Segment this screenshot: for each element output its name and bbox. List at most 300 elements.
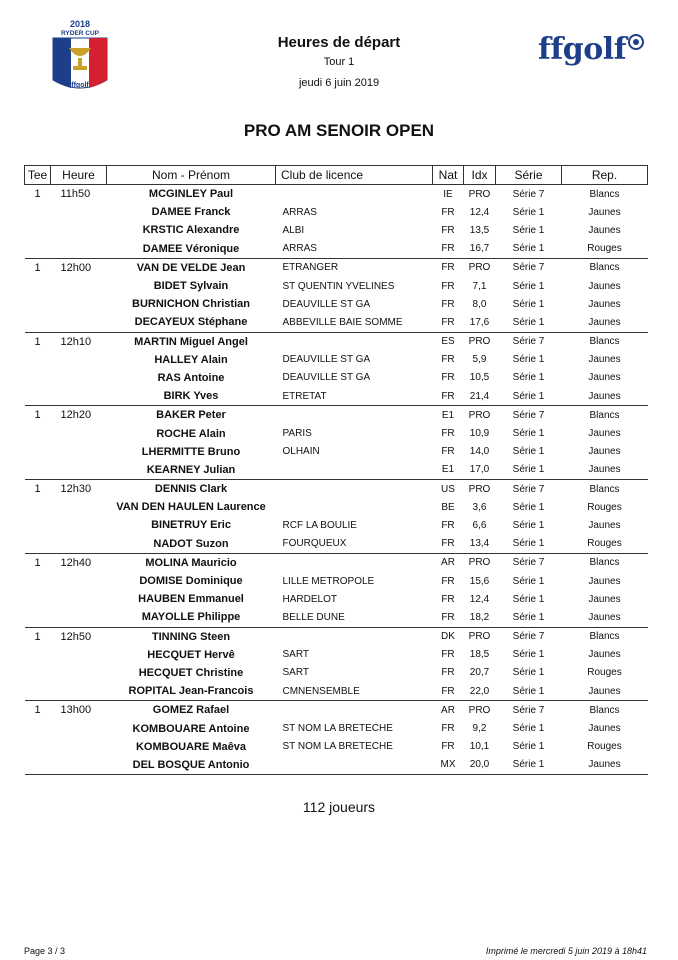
table-row <box>25 738 648 756</box>
player-name: DAMEE Véronique <box>142 242 240 255</box>
player-name: VAN DE VELDE Jean <box>107 258 276 277</box>
tee-cell <box>25 351 51 369</box>
table-row <box>25 608 648 627</box>
rep-cell: Blancs <box>562 332 648 351</box>
serie-cell: Série 1 <box>512 685 545 697</box>
round-label: Tour 1 <box>323 56 355 68</box>
club-cell <box>276 406 433 425</box>
nat-cell: FR <box>441 611 455 623</box>
serie-cell: Série 1 <box>512 723 545 735</box>
heure-cell <box>51 387 107 406</box>
col-header-tee: Tee <box>25 166 51 185</box>
idx-cell: 18,2 <box>469 611 490 623</box>
player-name: DECAYEUX Stéphane <box>134 316 248 329</box>
tee-cell <box>25 756 51 775</box>
nat-cell: FR <box>441 280 455 292</box>
player-name: BIDET Sylvain <box>153 280 229 293</box>
rep-cell: Jaunes <box>588 519 621 531</box>
idx-cell: 12,4 <box>469 206 490 218</box>
nat-cell: IE <box>433 185 464 204</box>
serie-cell: Série 1 <box>512 280 545 292</box>
serie-cell: Série 1 <box>512 243 545 255</box>
nat-cell: FR <box>441 575 455 587</box>
idx-cell: PRO <box>464 553 496 572</box>
rep-cell: Jaunes <box>588 593 621 605</box>
tee-cell <box>25 295 51 313</box>
heure-cell <box>51 498 107 516</box>
rep-cell: Jaunes <box>562 756 648 775</box>
idx-cell: PRO <box>464 332 496 351</box>
table-row <box>25 351 648 369</box>
table-row <box>25 553 648 572</box>
tee-cell <box>25 240 51 259</box>
idx-cell: 10,9 <box>469 428 490 440</box>
table-row <box>25 701 648 720</box>
tee-cell: 1 <box>25 553 51 572</box>
idx-cell: 18,5 <box>469 649 490 661</box>
start-times-table <box>24 165 648 775</box>
nat-cell: FR <box>441 667 455 679</box>
ryder-cup-name: RYDER CUP <box>60 30 100 37</box>
nat-cell: FR <box>441 685 455 697</box>
club-cell <box>276 461 433 480</box>
table-row <box>25 590 648 608</box>
player-name: HECQUET Christine <box>138 666 244 679</box>
idx-cell: 12,4 <box>469 593 490 605</box>
nat-cell: FR <box>441 741 455 753</box>
rep-cell: Jaunes <box>588 446 621 458</box>
idx-cell: 8,0 <box>472 298 487 310</box>
tee-cell <box>25 572 51 590</box>
tee-cell <box>25 516 51 534</box>
heure-cell <box>51 756 107 775</box>
table-row <box>25 387 648 406</box>
serie-cell: Série 7 <box>496 332 562 351</box>
player-name: BIRK Yves <box>163 390 219 403</box>
nat-cell: FR <box>433 258 464 277</box>
serie-cell: Série 1 <box>512 446 545 458</box>
player-name: ROCHE Alain <box>156 427 226 440</box>
club-cell: ST QUENTIN YVELINES <box>282 280 395 292</box>
nat-cell: FR <box>441 390 455 402</box>
rep-cell: Jaunes <box>588 206 621 218</box>
table-row <box>25 240 648 259</box>
table-row <box>25 664 648 682</box>
idx-cell: 13,4 <box>469 538 490 550</box>
player-name: DAMEE Franck <box>151 206 231 219</box>
table-row <box>25 627 648 646</box>
idx-cell: PRO <box>464 258 496 277</box>
rep-cell: Jaunes <box>588 280 621 292</box>
table-row <box>25 332 648 351</box>
heure-cell: 13h00 <box>51 701 107 720</box>
idx-cell: 22,0 <box>469 685 490 697</box>
serie-cell: Série 1 <box>512 593 545 605</box>
idx-cell: 20,7 <box>469 667 490 679</box>
table-row <box>25 185 648 204</box>
player-name: KOMBOUARE Maêva <box>135 740 247 753</box>
heure-cell <box>51 443 107 461</box>
nat-cell: FR <box>441 428 455 440</box>
idx-cell: 16,7 <box>469 243 490 255</box>
rep-cell: Blancs <box>562 701 648 720</box>
player-count: 112 joueurs <box>302 799 376 815</box>
club-cell: ALBI <box>282 224 305 236</box>
tee-cell <box>25 646 51 664</box>
club-cell: BELLE DUNE <box>282 611 345 623</box>
table-row <box>25 203 648 221</box>
tee-cell <box>25 719 51 737</box>
serie-cell: Série 1 <box>512 575 545 587</box>
ryder-cup-year: 2018 <box>69 19 91 29</box>
idx-cell: PRO <box>464 185 496 204</box>
club-cell: SART <box>282 667 309 679</box>
tee-cell <box>25 369 51 387</box>
club-cell: ARRAS <box>282 206 317 218</box>
col-header-nom: Nom - Prénom <box>107 166 276 185</box>
heure-cell <box>51 738 107 756</box>
table-row <box>25 443 648 461</box>
tee-cell <box>25 203 51 221</box>
table-row <box>25 277 648 295</box>
serie-cell: Série 1 <box>512 372 545 384</box>
serie-cell: Série 1 <box>512 538 545 550</box>
player-name: KOMBOUARE Antoine <box>132 722 250 735</box>
tee-cell <box>25 424 51 442</box>
heure-cell: 12h40 <box>51 553 107 572</box>
table-row <box>25 646 648 664</box>
rep-cell: Jaunes <box>588 723 621 735</box>
tee-cell <box>25 277 51 295</box>
tee-cell <box>25 682 51 701</box>
tee-cell: 1 <box>25 627 51 646</box>
serie-cell: Série 1 <box>512 464 545 476</box>
nat-cell: FR <box>441 206 455 218</box>
club-cell: DEAUVILLE ST GA <box>282 298 371 310</box>
player-name: HAUBEN Emmanuel <box>138 593 244 606</box>
table-row <box>25 369 648 387</box>
tee-cell <box>25 738 51 756</box>
serie-cell: Série 1 <box>512 224 545 236</box>
col-header-serie: Série <box>496 166 562 185</box>
rep-cell: Blancs <box>562 185 648 204</box>
player-name: MAYOLLE Philippe <box>141 611 241 624</box>
heure-cell <box>51 535 107 554</box>
heure-cell <box>51 682 107 701</box>
tee-cell <box>25 498 51 516</box>
col-header-club: Club de licence <box>276 166 433 185</box>
tee-cell <box>25 221 51 239</box>
ffgolf-logo-text: ffgolf <box>538 32 627 67</box>
player-name: BINETRUY Eric <box>151 519 231 532</box>
player-name: DEL BOSQUE Antonio <box>107 756 276 775</box>
table-row <box>25 313 648 332</box>
col-header-rep: Rep. <box>562 166 648 185</box>
rep-cell: Jaunes <box>588 298 621 310</box>
table-row <box>25 221 648 239</box>
nat-cell: FR <box>441 649 455 661</box>
heure-cell <box>51 590 107 608</box>
idx-cell: 21,4 <box>469 390 490 402</box>
tee-cell <box>25 608 51 627</box>
heure-cell <box>51 461 107 480</box>
col-header-heure: Heure <box>51 166 107 185</box>
heure-cell <box>51 664 107 682</box>
nat-cell: FR <box>441 593 455 605</box>
serie-cell: Série 7 <box>496 406 562 425</box>
serie-cell: Série 1 <box>512 649 545 661</box>
player-name: BAKER Peter <box>107 406 276 425</box>
rep-cell: Rouges <box>587 243 622 255</box>
club-cell: SART <box>282 649 309 661</box>
tee-cell <box>25 535 51 554</box>
heure-cell: 12h10 <box>51 332 107 351</box>
club-cell: DEAUVILLE ST GA <box>282 372 371 384</box>
rep-cell: Jaunes <box>588 390 621 402</box>
rep-cell: Rouges <box>587 501 622 513</box>
heure-cell <box>51 313 107 332</box>
table-row <box>25 258 648 277</box>
club-cell <box>276 553 433 572</box>
heure-cell <box>51 221 107 239</box>
club-cell <box>276 480 433 499</box>
nat-cell: FR <box>441 723 455 735</box>
player-name: DENNIS Clark <box>107 480 276 499</box>
nat-cell: FR <box>441 316 455 328</box>
heure-cell <box>51 516 107 534</box>
table-row <box>25 682 648 701</box>
club-cell <box>276 498 433 516</box>
tee-cell <box>25 461 51 480</box>
club-cell: ETRETAT <box>282 390 327 402</box>
tee-cell <box>25 664 51 682</box>
nat-cell: E1 <box>433 406 464 425</box>
serie-cell: Série 7 <box>496 185 562 204</box>
heure-cell: 12h20 <box>51 406 107 425</box>
player-name: MCGINLEY Paul <box>107 185 276 204</box>
heure-cell <box>51 424 107 442</box>
page-number: Page 3 / 3 <box>24 946 66 956</box>
idx-cell: 6,6 <box>472 519 487 531</box>
table-row <box>25 295 648 313</box>
player-name: MARTIN Miguel Angel <box>107 332 276 351</box>
heure-cell: 11h50 <box>51 185 107 204</box>
tee-cell: 1 <box>25 332 51 351</box>
club-cell <box>276 701 433 720</box>
table-row <box>25 719 648 737</box>
nat-cell: AR <box>433 701 464 720</box>
club-cell: DEAUVILLE ST GA <box>282 354 371 366</box>
rep-cell: Jaunes <box>588 649 621 661</box>
heure-cell <box>51 203 107 221</box>
club-cell: ARRAS <box>282 243 317 255</box>
tee-cell: 1 <box>25 258 51 277</box>
print-timestamp: Imprimé le mercredi 5 juin 2019 à 18h41 <box>485 946 647 956</box>
serie-cell: Série 7 <box>496 701 562 720</box>
club-cell: ETRANGER <box>276 258 433 277</box>
ryder-cup-ffgolf: ffgolf <box>71 82 89 89</box>
serie-cell: Série 1 <box>512 316 545 328</box>
serie-cell: Série 1 <box>512 298 545 310</box>
date-label: jeudi 6 juin 2019 <box>298 77 380 89</box>
idx-cell: 14,0 <box>469 446 490 458</box>
col-header-idx: Idx <box>464 166 496 185</box>
serie-cell: Série 1 <box>496 756 562 775</box>
table-row <box>25 406 648 425</box>
nat-cell: FR <box>441 538 455 550</box>
serie-cell: Série 1 <box>512 741 545 753</box>
tee-cell: 1 <box>25 701 51 720</box>
heure-cell <box>51 351 107 369</box>
idx-cell: PRO <box>464 406 496 425</box>
serie-cell: Série 1 <box>512 428 545 440</box>
tee-cell <box>25 387 51 406</box>
player-name: KEARNEY Julian <box>146 463 236 476</box>
heure-cell: 12h30 <box>51 480 107 499</box>
idx-cell: PRO <box>464 627 496 646</box>
serie-cell: Série 7 <box>496 553 562 572</box>
club-cell <box>276 185 433 204</box>
nat-cell: ES <box>433 332 464 351</box>
tee-cell: 1 <box>25 406 51 425</box>
nat-cell: FR <box>441 298 455 310</box>
player-name: LHERMITTE Bruno <box>141 445 241 458</box>
player-name: HECQUET Hervê <box>147 648 235 661</box>
club-cell: RCF LA BOULIE <box>282 519 357 531</box>
rep-cell: Jaunes <box>588 575 621 587</box>
rep-cell: Rouges <box>587 667 622 679</box>
idx-cell: 5,9 <box>472 354 487 366</box>
serie-cell: Série 1 <box>512 611 545 623</box>
nat-cell: E1 <box>441 464 455 476</box>
idx-cell: 10,1 <box>469 741 490 753</box>
nat-cell: MX <box>433 756 464 775</box>
nat-cell: US <box>433 480 464 499</box>
club-cell <box>276 756 433 775</box>
player-name: ROPITAL Jean-Francois <box>128 685 254 698</box>
heure-cell: 12h00 <box>51 258 107 277</box>
heure-cell <box>51 572 107 590</box>
table-row <box>25 498 648 516</box>
event-title: PRO AM SENOIR OPEN <box>243 121 435 140</box>
idx-cell: 15,6 <box>469 575 490 587</box>
nat-cell: FR <box>441 446 455 458</box>
idx-cell: 10,5 <box>469 372 490 384</box>
rep-cell: Blancs <box>562 627 648 646</box>
player-name: MOLINA Mauricio <box>107 553 276 572</box>
heure-cell: 12h50 <box>51 627 107 646</box>
player-name: GOMEZ Rafael <box>107 701 276 720</box>
serie-cell: Série 1 <box>512 206 545 218</box>
player-name: BURNICHON Christian <box>132 298 250 311</box>
club-cell: FOURQUEUX <box>282 538 347 550</box>
nat-cell: FR <box>441 519 455 531</box>
player-name: RAS Antoine <box>157 371 225 384</box>
idx-cell: 7,1 <box>472 280 487 292</box>
nat-cell: FR <box>441 243 455 255</box>
club-cell: OLHAIN <box>282 446 320 458</box>
table-row <box>25 756 648 775</box>
player-name: TINNING Steen <box>107 627 276 646</box>
rep-cell: Blancs <box>562 406 648 425</box>
idx-cell: 17,6 <box>469 316 490 328</box>
serie-cell: Série 1 <box>512 667 545 679</box>
nat-cell: FR <box>441 224 455 236</box>
rep-cell: Jaunes <box>588 428 621 440</box>
player-name: DOMISE Dominique <box>139 575 243 588</box>
heure-cell <box>51 369 107 387</box>
rep-cell: Blancs <box>562 480 648 499</box>
serie-cell: Série 7 <box>496 627 562 646</box>
idx-cell: PRO <box>464 480 496 499</box>
page-title: Heures de départ <box>277 34 401 51</box>
player-name: NADOT Suzon <box>153 537 229 550</box>
heure-cell <box>51 719 107 737</box>
player-name: HALLEY Alain <box>154 353 228 366</box>
start-times-body <box>25 185 648 775</box>
rep-cell: Blancs <box>562 258 648 277</box>
idx-cell: 17,0 <box>469 464 490 476</box>
player-name: KRSTIC Alexandre <box>142 224 240 237</box>
club-cell: HARDELOT <box>282 593 337 605</box>
serie-cell: Série 7 <box>496 258 562 277</box>
table-row <box>25 461 648 480</box>
tee-cell <box>25 590 51 608</box>
table-row <box>25 535 648 554</box>
serie-cell: Série 7 <box>496 480 562 499</box>
rep-cell: Rouges <box>587 741 622 753</box>
nat-cell: FR <box>441 372 455 384</box>
rep-cell: Jaunes <box>588 464 621 476</box>
table-row <box>25 516 648 534</box>
player-name: VAN DEN HAULEN Laurence <box>116 501 266 514</box>
table-row <box>25 480 648 499</box>
rep-cell: Blancs <box>562 553 648 572</box>
nat-cell: FR <box>441 354 455 366</box>
heure-cell <box>51 240 107 259</box>
serie-cell: Série 1 <box>512 519 545 531</box>
heure-cell <box>51 646 107 664</box>
rep-cell: Jaunes <box>588 354 621 366</box>
tee-cell: 1 <box>25 480 51 499</box>
tee-cell <box>25 313 51 332</box>
rep-cell: Jaunes <box>588 316 621 328</box>
rep-cell: Jaunes <box>588 611 621 623</box>
club-cell <box>276 627 433 646</box>
club-cell: ST NOM LA BRETECHE <box>282 741 393 753</box>
table-row <box>25 424 648 442</box>
nat-cell: AR <box>433 553 464 572</box>
col-header-nat: Nat <box>433 166 464 185</box>
club-cell: LILLE METROPOLE <box>282 575 375 587</box>
rep-cell: Jaunes <box>588 224 621 236</box>
club-cell: CMNENSEMBLE <box>282 685 360 697</box>
nat-cell: DK <box>433 627 464 646</box>
rep-cell: Rouges <box>587 538 622 550</box>
heure-cell <box>51 295 107 313</box>
club-cell: ST NOM LA BRETECHE <box>282 723 393 735</box>
nat-cell: BE <box>441 501 455 513</box>
rep-cell: Jaunes <box>588 685 621 697</box>
tee-cell: 1 <box>25 185 51 204</box>
serie-cell: Série 1 <box>512 501 545 513</box>
club-cell: PARIS <box>282 428 312 440</box>
club-cell <box>276 332 433 351</box>
club-cell: ABBEVILLE BAIE SOMME <box>282 316 403 328</box>
heure-cell <box>51 277 107 295</box>
rep-cell: Jaunes <box>588 372 621 384</box>
heure-cell <box>51 608 107 627</box>
